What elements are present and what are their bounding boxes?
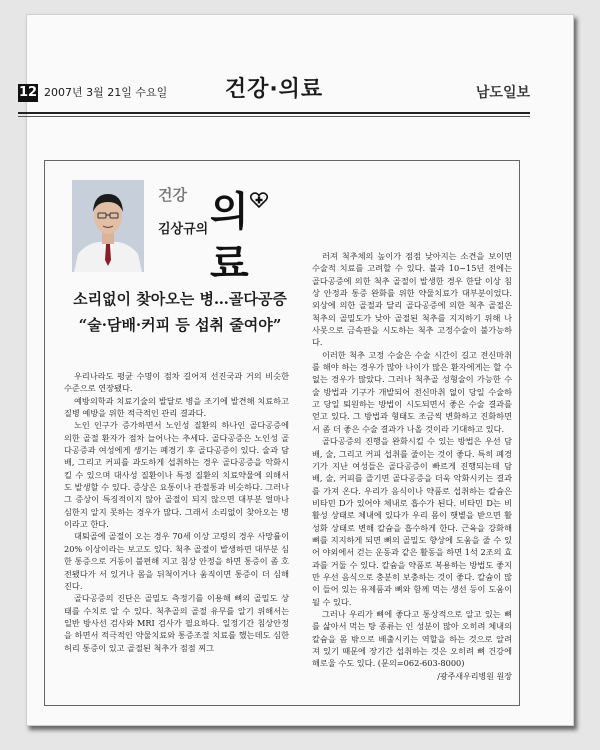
paragraph: 예방의학과 치료기술의 발달로 병을 조기에 발견해 치료하고 질병 예방을 위한 적극적인 관리 결과다. bbox=[64, 395, 289, 419]
paragraph: 그러나 우리가 뼈에 좋다고 통상적으로 알고 있는 뼈를 삶아서 먹는 탕 종류는 인 성분이 많아 오히려 체내의 칼슘을 몸 밖으로 배출시키는 역할을 하는 것으로 알려져 있기 때문에 장기간 섭취하는 것은 오히려 뼈 건강에 해로울 수도 있다. (문의=062-603-8000) bbox=[312, 608, 512, 669]
section-title: 건강·의료 bbox=[224, 77, 324, 102]
column-logo bbox=[154, 186, 274, 287]
paragraph: 골다공증의 진행을 완화시킬 수 있는 방법은 우선 담배, 술, 그리고 커피 섭취를 줄이는 것이 좋다. 특히 폐경기가 지난 여성들은 골다공증이 빠르게 진행되는데 담배, 술, 커피를 즐기면 골다공증을 더욱 악화시키는 결과를 가져 온다. 우리가 음식이나 약품로 섭취하는 칼슘은 비타민 D가 있어야 체내로 흡수가 된다. 비타민 D는 비활성 상태로 체내에 있다가 우리 몸이 햇볕을 받으면 활성화 상태로 변해 칼슘을 흡수하게 한다. 근육을 강화해 뼈를 지지하게 되면 뼈의 골밀도 향상에 도움을 줄 수 있어 야외에서 걷는 운동과 같은 활동을 하면 1석 2조의 효과를 거둘 수 있다. 칼슘을 약품로 복용하는 방법도 좋지만 우선 음식으로 충분히 보충하는 것이 좋다. 칼슘이 많이 들어 있는 유제품과 뼈와 함께 먹는 생선 등이 도움이 될 수 있다. bbox=[312, 436, 512, 607]
column-logo-title: 의료 bbox=[210, 189, 247, 287]
page-number: 12 bbox=[18, 85, 38, 100]
issue-date: 2007년 3월 21일 수요일 bbox=[44, 86, 168, 99]
column-logo-health: 건강 bbox=[158, 186, 187, 204]
newspaper-name: 남도일보 bbox=[475, 85, 530, 101]
author-byline: /광주새우리병원 원장 bbox=[437, 671, 512, 681]
page-header bbox=[18, 77, 530, 110]
header-rule-thin bbox=[18, 116, 530, 117]
paragraph: 대퇴골에 골절이 오는 경우 70세 이상 고령의 경우 사망률이 20% 이상이라는 보고도 있다. 척추 골절이 발생하면 대부분 심한 통증으로 거동이 불편해 지고 침상 안정을 하면 통증이 좀 호전됐다가 서 있거나 몸을 뒤척이거나 움직이면 통증이 더 심해진다. bbox=[64, 531, 289, 591]
heart-cross-icon bbox=[250, 192, 268, 208]
author-photo bbox=[72, 180, 144, 272]
article-column-left bbox=[64, 370, 289, 654]
paragraph: 러져 척추체의 높이가 점점 낮아지는 소견을 보이면 수술적 치료를 고려할 수 있다. 불과 10~15년 전에는 골다공증에 의한 척추 골절이 발생한 경우 한달 이상 침상 안정과 통증 완화를 위한 약물치료가 대부분이었다. 외상에 의한 골절과 달리 골다공증에 의한 척추 골절은 척추의 골밀도가 낮아 골절된 척추를 지지하기 위해 나사못으로 금속판을 시도하는 척추 고정수술이 불가능하다. bbox=[312, 251, 512, 348]
header-rule-thick bbox=[18, 112, 530, 114]
article-column-right bbox=[312, 250, 512, 683]
column-logo-author: 김상규의 bbox=[158, 222, 209, 237]
paragraph: 우리나라도 평균 수명이 점차 길어져 선진국과 거의 비슷한 수준으로 연장됐다. bbox=[64, 371, 289, 394]
paragraph: 골다공증의 진단은 골밀도 측정기를 이용해 뼈의 골밀도 상태를 수치로 알 수 있다. 척추골의 골절 유무를 알기 위해서는 일반 방사선 검사와 MRI 검사가 필요하다. 일정기간 침상안정을 하면서 적극적인 약물치료와 통증조절 치료를 했는데도 심한 허리 통증이 있고 골절된 척추가 점점 찌그 bbox=[64, 593, 289, 653]
headline-main: 소리없이 찾아오는 병…골다공증 bbox=[73, 290, 287, 308]
paragraph: 이러한 척추 고정 수술은 수술 시간이 길고 전신마취를 해야 하는 경우가 많아 나이가 많은 환자에게는 할 수 없는 경우가 많았다. 그러나 척추골 성형술이 가능한 수술 방법과 기구가 개발되어 전신마취 없이 당일 수술하고 당일 퇴원하는 방법이 시도되면서 좋은 수술 결과를 얻고 있다. 그 방법과 형태도 조금씩 변화하고 진화하면서 좀 더 좋은 수술 결과가 나올 것이라 기대하고 있다. bbox=[312, 349, 512, 434]
headline-sub: “술·담배·커피 등 섭취 줄여야” bbox=[78, 316, 282, 334]
paragraph: 노인 인구가 증가하면서 노인성 질환의 하나인 골다공증에 의한 골절 환자가 점차 늘어나는 추세다. 골다공증은 노인성 골다공증과 여성에게 생기는 폐경기 후 골다공증이 있다. 술과 담배, 그리고 커피를 과도하게 섭취하는 경우 골다공증을 악화시킬 수 있으며 대사성 질환이나 특정 질환의 치료약물에 의해서도 발생할 수 있다. 증상은 요통이나 관절통과 비슷하다. 그러나 그 증상이 특징적이지 않아 골절이 되지 않으면 대부분 얼마나 심한지 알지 못하는 경우가 많다. 그래서 소리없이 찾아오는 병이라고 한다. bbox=[64, 420, 289, 530]
